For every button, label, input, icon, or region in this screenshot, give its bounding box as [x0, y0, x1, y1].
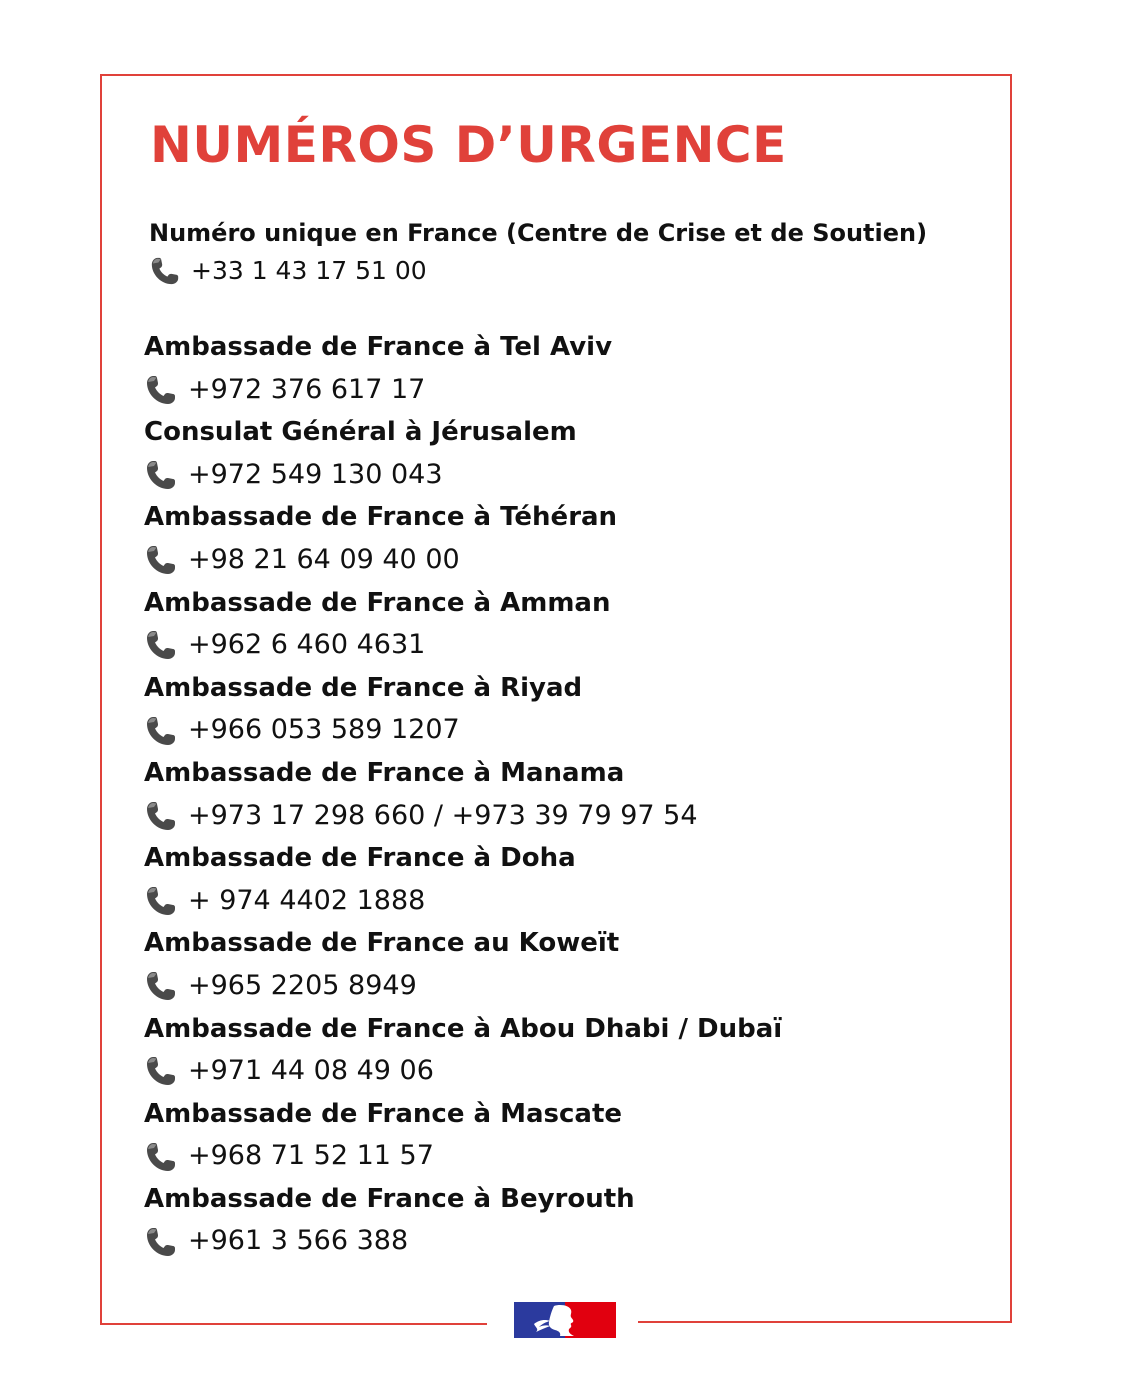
contact-entry [144, 667, 782, 752]
contact-phone-number: +972 376 617 17 [188, 373, 426, 405]
intro-phone-line[interactable] [149, 251, 927, 291]
telephone-receiver-icon [144, 969, 178, 1003]
telephone-receiver-icon [144, 1225, 178, 1259]
telephone-receiver-icon [144, 799, 178, 833]
telephone-receiver-icon [144, 1140, 178, 1174]
page-title: NUMÉROS D’URGENCE [150, 116, 787, 174]
contact-entry [144, 1178, 782, 1263]
contact-label: Ambassade de France au Koweït [144, 928, 620, 959]
contact-phone-line[interactable] [144, 880, 782, 923]
contact-entry [144, 922, 782, 1007]
contact-entry [144, 1008, 782, 1093]
contact-label: Ambassade de France à Tel Aviv [144, 332, 613, 362]
frame-top-border [100, 74, 1012, 76]
contact-entry [144, 837, 782, 922]
contact-label: Ambassade de France à Téhéran [144, 502, 618, 533]
telephone-receiver-icon [144, 373, 178, 407]
telephone-receiver-icon [144, 714, 178, 748]
contact-phone-number: +973 17 298 660 / +973 39 79 97 54 [188, 799, 698, 831]
intro-phone-number: +33 1 43 17 51 00 [191, 256, 427, 285]
contact-phone-number: +962 6 460 4631 [188, 629, 426, 661]
contact-phone-number: +98 21 64 09 40 00 [188, 543, 460, 575]
contact-label: Ambassade de France à Beyrouth [144, 1183, 635, 1214]
contact-phone-number: +965 2205 8949 [188, 969, 417, 1001]
telephone-receiver-icon [144, 458, 178, 492]
frame-bottom-border-left [100, 1323, 487, 1325]
contact-entry [144, 326, 782, 411]
contact-phone-line[interactable] [144, 795, 782, 838]
contact-phone-line[interactable] [144, 539, 782, 582]
contact-label: Ambassade de France à Manama [144, 757, 625, 788]
intro-block [149, 215, 927, 291]
telephone-receiver-icon [149, 255, 181, 287]
contact-phone-line[interactable] [144, 709, 782, 752]
frame-bottom-border-right [638, 1321, 1012, 1323]
contact-label: Ambassade de France à Abou Dhabi / Dubaï [144, 1013, 783, 1044]
contact-phone-line[interactable] [144, 1220, 782, 1263]
contact-entry [144, 496, 782, 581]
marianne-logo [514, 1302, 616, 1338]
contact-phone-number: +971 44 08 49 06 [188, 1055, 434, 1087]
contact-entry [144, 411, 782, 496]
telephone-receiver-icon [144, 1054, 178, 1088]
contact-phone-line[interactable] [144, 454, 782, 497]
contact-phone-line[interactable] [144, 1050, 782, 1093]
contact-phone-number: + 974 4402 1888 [188, 884, 426, 916]
contact-label: Ambassade de France à Doha [144, 843, 576, 874]
contact-phone-number: +961 3 566 388 [188, 1225, 409, 1257]
contact-phone-number: +972 549 130 043 [188, 458, 443, 490]
telephone-receiver-icon [144, 884, 178, 918]
intro-label: Numéro unique en France (Centre de Crise et de Soutien) [149, 219, 928, 247]
contact-entry [144, 752, 782, 837]
contact-phone-line[interactable] [144, 1135, 782, 1178]
contact-phone-line[interactable] [144, 369, 782, 412]
frame-right-border [1010, 74, 1012, 1323]
telephone-receiver-icon [144, 628, 178, 662]
contact-phone-number: +966 053 589 1207 [188, 714, 460, 746]
frame-left-border [100, 74, 102, 1325]
contact-entry [144, 582, 782, 667]
contact-label: Ambassade de France à Mascate [144, 1098, 623, 1129]
contact-entry [144, 1093, 782, 1178]
contact-phone-line[interactable] [144, 965, 782, 1008]
telephone-receiver-icon [144, 543, 178, 577]
contact-label: Ambassade de France à Riyad [144, 672, 583, 703]
contact-phone-line[interactable] [144, 624, 782, 667]
contact-phone-number: +968 71 52 11 57 [188, 1140, 434, 1172]
embassy-contact-list [144, 326, 782, 1263]
contact-label: Ambassade de France à Amman [144, 587, 611, 618]
contact-label: Consulat Général à Jérusalem [144, 417, 577, 448]
